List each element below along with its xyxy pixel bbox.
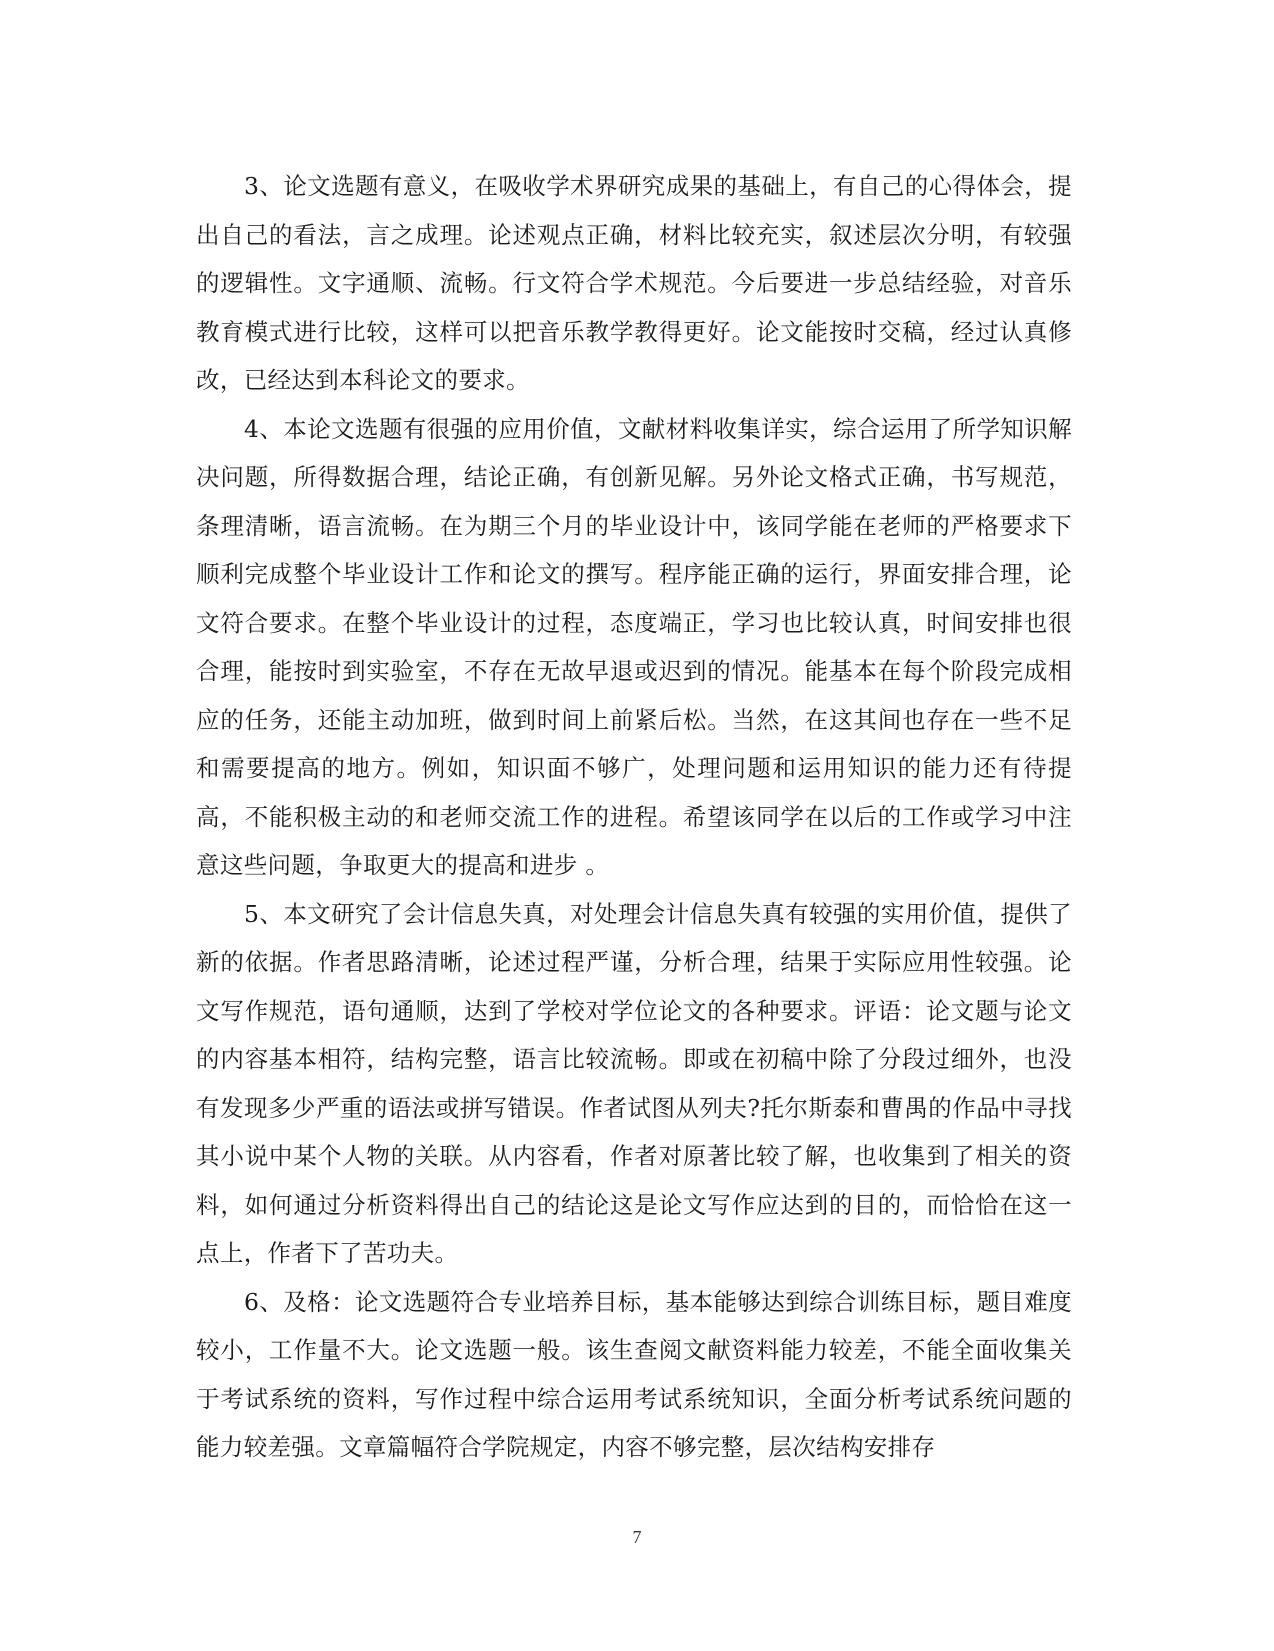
document-body [196, 162, 1072, 1472]
page-number: 7 [632, 1527, 642, 1547]
paragraph-6: 6、及格：论文选题符合专业培养目标，基本能够达到综合训练目标，题目难度较小，工作量不大。论文选题一般。该生查阅文献资料能力较差，不能全面收集关于考试系统的资料，写作过程中综合运用考试系统知识，全面分析考试系统问题的能力较差强。文章篇幅符合学院规定，内容不够完整，层次结构安排存 [196, 1287, 1072, 1461]
paragraph-3: 3、论文选题有意义，在吸收学术界研究成果的基础上，有自己的心得体会，提出自己的看法，言之成理。论述观点正确，材料比较充实，叙述层次分明，有较强的逻辑性。文字通顺、流畅。行文符合学术规范。今后要进一步总结经验，对音乐教育模式进行比较，这样可以把音乐教学教得更好。论文能按时交稿，经过认真修改，已经达到本科论文的要求。 [196, 172, 1072, 394]
paragraph-5: 5、本文研究了会计信息失真，对处理会计信息失真有较强的实用价值，提供了新的依据。作者思路清晰，论述过程严谨，分析合理，结果于实际应用性较强。论文写作规范，语句通顺，达到了学校对学位论文的各种要求。评语：论文题与论文的内容基本相符，结构完整，语言比较流畅。即或在初稿中除了分段过细外，也没有发现多少严重的语法或拼写错误。作者试图从列夫?托尔斯泰和曹禺的作品中寻找其小说中某个人物的关联。从内容看，作者对原著比较了解，也收集到了相关的资料，如何通过分析资料得出自己的结论这是论文写作应达到的目的，而恰恰在这一点上，作者下了苦功夫。 [196, 899, 1072, 1267]
paragraph-4: 4、本论文选题有很强的应用价值，文献材料收集详实，综合运用了所学知识解决问题，所得数据合理，结论正确，有创新见解。另外论文格式正确，书写规范，条理清晰，语言流畅。在为期三个月的毕业设计中，该同学能在老师的严格要求下顺利完成整个毕业设计工作和论文的撰写。程序能正确的运行，界面安排合理，论文符合要求。在整个毕业设计的过程，态度端正，学习也比较认真，时间安排也很合理，能按时到实验室，不存在无故早退或迟到的情况。能基本在每个阶段完成相应的任务，还能主动加班，做到时间上前紧后松。当然，在这其间也存在一些不足和需要提高的地方。例如，知识面不够广，处理问题和运用知识的能力还有待提高，不能积极主动的和老师交流工作的进程。希望该同学在以后的工作或学习中注意这些问题，争取更大的提高和进步 。 [196, 414, 1072, 879]
